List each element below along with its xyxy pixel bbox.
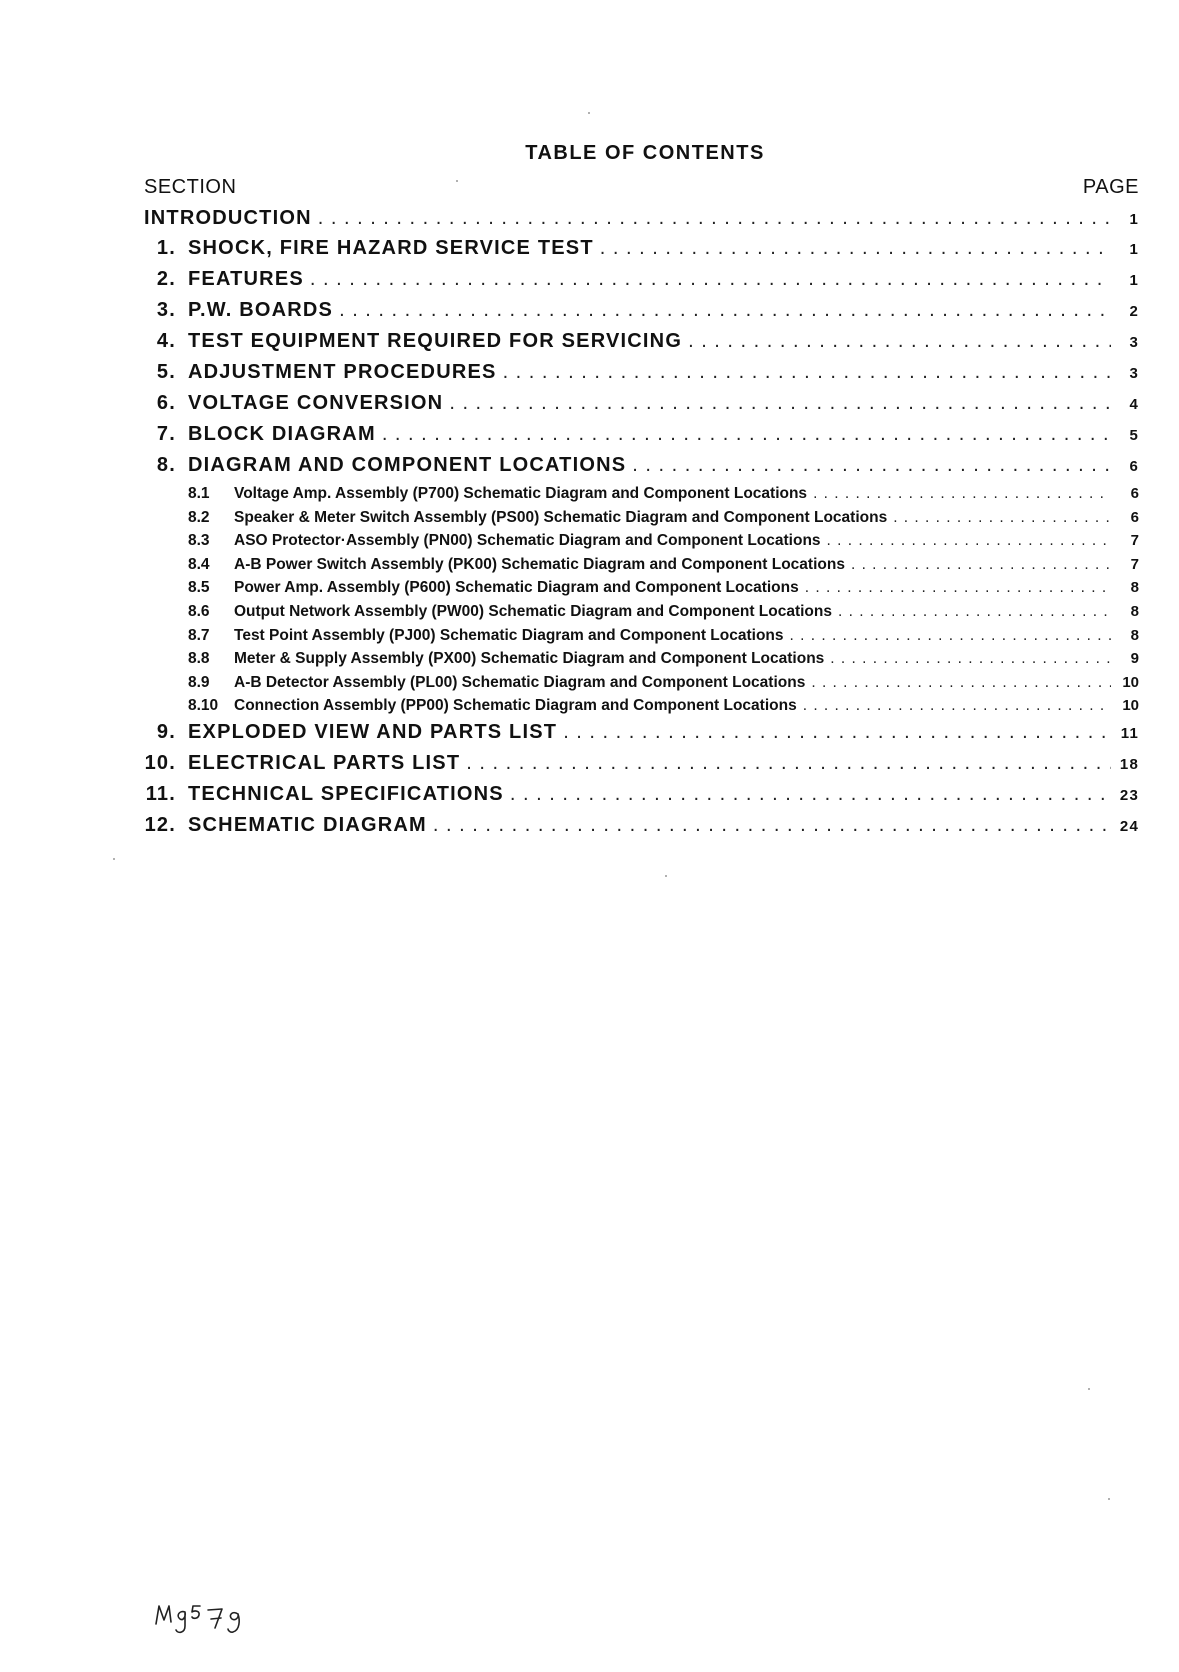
toc-entry — [144, 783, 1139, 814]
toc-entry-label: ELECTRICAL PARTS LIST — [188, 751, 461, 774]
toc-entry — [144, 392, 1139, 423]
scan-speck — [588, 112, 590, 114]
scan-speck — [1108, 1498, 1110, 1500]
toc-entry-label: BLOCK DIAGRAM — [188, 423, 376, 445]
toc-entry-page: 6 — [1129, 458, 1139, 475]
toc-subentry-number: 8.3 — [188, 532, 210, 550]
toc-subentry-page: 7 — [1130, 532, 1139, 550]
toc-entry-label: INTRODUCTION — [144, 207, 312, 229]
toc-subentry-page: 6 — [1130, 485, 1139, 502]
dot-leader — [382, 423, 1111, 446]
toc-subentry-label: A-B Power Switch Assembly (PK00) Schematic Diagram and Component Locations — [234, 555, 845, 573]
toc-entry-label: VOLTAGE CONVERSION — [188, 392, 444, 414]
toc-entry — [144, 454, 1139, 485]
scan-speck — [1088, 1388, 1090, 1390]
toc-entry-page: 1 — [1129, 241, 1139, 258]
page-column-header: PAGE — [1082, 176, 1139, 198]
toc-subentry-label: A-B Detector Assembly (PL00) Schematic Diagram and Component Locations — [234, 673, 806, 691]
dot-leader — [827, 532, 1111, 550]
toc-entry-introduction — [144, 207, 1139, 237]
dot-leader — [803, 697, 1111, 715]
dot-leader — [510, 783, 1111, 806]
toc-subentry-page: 8 — [1130, 626, 1139, 644]
toc-subentry-number: 8.5 — [188, 579, 210, 597]
toc-entry-page: 23 — [1119, 786, 1139, 804]
toc-subentry-label: Power Amp. Assembly (P600) Schematic Diagram and Component Locations — [234, 579, 799, 597]
dot-leader — [811, 674, 1111, 692]
toc-entry-number: 8. — [156, 454, 176, 476]
toc-entry-page: 18 — [1119, 755, 1139, 773]
toc-entry-page: 2 — [1129, 303, 1139, 320]
toc-entry-number: 9. — [156, 720, 176, 743]
toc-entry-number: 2. — [156, 268, 176, 290]
toc-column-headers — [144, 176, 1139, 199]
toc-subentry-page: 7 — [1130, 555, 1139, 573]
toc-entry-page: 3 — [1129, 334, 1139, 351]
dot-leader — [632, 454, 1111, 477]
toc-subentry — [144, 485, 1139, 509]
toc-subentry-label: Voltage Amp. Assembly (P700) Schematic Diagram and Component Locations — [234, 485, 808, 502]
toc-entry-label: P.W. BOARDS — [188, 299, 334, 321]
toc-entry-page: 24 — [1119, 817, 1139, 835]
toc-subentry-label: Meter & Supply Assembly (PX00) Schematic Diagram and Component Locations — [234, 650, 825, 668]
toc-entry-page: 3 — [1129, 365, 1139, 382]
toc-entry-label: TECHNICAL SPECIFICATIONS — [188, 782, 504, 805]
toc-entry-number: 5. — [156, 361, 176, 383]
dot-leader — [449, 392, 1111, 415]
dot-leader — [805, 579, 1111, 597]
toc-entry-number: 10. — [144, 751, 176, 774]
toc-subentry — [144, 556, 1139, 580]
toc-subentry-page: 8 — [1130, 579, 1139, 597]
toc-entry — [144, 721, 1139, 752]
dot-leader — [503, 361, 1111, 384]
dot-leader — [838, 603, 1111, 621]
toc-entry-number: 11. — [145, 782, 176, 805]
dot-leader — [688, 330, 1111, 353]
toc-subentry-label: Speaker & Meter Switch Assembly (PS00) Schematic Diagram and Component Locations — [234, 508, 888, 526]
dot-leader — [893, 509, 1111, 527]
toc-subentry-number: 8.1 — [188, 485, 210, 502]
toc-subentry-label: Test Point Assembly (PJ00) Schematic Diagram and Component Locations — [234, 626, 784, 644]
toc-entry-label: EXPLODED VIEW AND PARTS LIST — [188, 720, 558, 743]
toc-subentry-number: 8.10 — [188, 697, 219, 715]
toc-entry-label: DIAGRAM AND COMPONENT LOCATIONS — [188, 454, 627, 476]
toc-subentry — [144, 650, 1139, 674]
toc-subentry — [144, 532, 1139, 556]
toc-entry-label: FEATURES — [188, 268, 304, 290]
toc-entry-number: 1. — [156, 237, 176, 259]
toc-subentry — [144, 579, 1139, 603]
toc-entry-page: 1 — [1129, 211, 1139, 228]
toc-entry-number: 4. — [156, 330, 176, 352]
toc-entry-label: ADJUSTMENT PROCEDURES — [188, 361, 497, 383]
toc-entry-number: 3. — [156, 299, 176, 321]
toc-subentry-number: 8.6 — [188, 602, 210, 620]
toc-subentry — [144, 603, 1139, 627]
dot-leader — [563, 721, 1111, 744]
page-title: TABLE OF CONTENTS — [525, 142, 765, 164]
toc-entry-label: SCHEMATIC DIAGRAM — [188, 813, 427, 836]
toc-subentry — [144, 674, 1139, 698]
toc-entry — [144, 268, 1139, 299]
toc-subentry-page: 6 — [1130, 508, 1139, 526]
toc-entry-label: TEST EQUIPMENT REQUIRED FOR SERVICING — [188, 330, 683, 352]
dot-leader — [813, 485, 1111, 503]
scan-speck — [113, 858, 115, 860]
toc-subentry-number: 8.7 — [188, 626, 210, 644]
toc-subentry-label: Connection Assembly (PP00) Schematic Diagram and Component Locations — [234, 697, 797, 715]
dot-leader — [790, 627, 1111, 645]
toc-entry-number: 12. — [144, 813, 176, 836]
toc-entry — [144, 330, 1139, 361]
toc-entry — [144, 361, 1139, 392]
toc-subentry-number: 8.2 — [188, 508, 210, 526]
toc-entry — [144, 423, 1139, 454]
dot-leader — [466, 752, 1111, 775]
scan-speck — [665, 875, 667, 877]
section-column-header: SECTION — [144, 176, 237, 198]
toc-subentry-number: 8.4 — [188, 555, 210, 573]
toc-entry-number: 6. — [156, 392, 176, 414]
toc-entry — [144, 237, 1139, 268]
toc-subentry-number: 8.8 — [188, 650, 210, 668]
toc-subentry — [144, 627, 1139, 651]
toc-entry-page: 4 — [1129, 396, 1139, 413]
toc-subentry — [144, 697, 1139, 721]
toc-subentry-label: Output Network Assembly (PW00) Schematic Diagram and Component Locations — [234, 602, 832, 620]
toc-subentry-page: 9 — [1130, 650, 1139, 668]
dot-leader — [830, 650, 1111, 668]
dot-leader — [318, 207, 1111, 230]
toc-entry — [144, 814, 1139, 845]
toc-entry-page: 11 — [1120, 724, 1139, 742]
dot-leader — [600, 237, 1111, 260]
toc-entry-label: SHOCK, FIRE HAZARD SERVICE TEST — [188, 237, 594, 259]
handwritten-note — [152, 1600, 262, 1640]
dot-leader — [310, 268, 1111, 291]
toc-entry-page: 1 — [1129, 272, 1139, 289]
toc-entry — [144, 299, 1139, 330]
dot-leader — [433, 814, 1111, 837]
toc-subentry-label: ASO Protector·Assembly (PN00) Schematic Diagram and Component Locations — [234, 532, 821, 550]
toc-subentry-page: 8 — [1130, 602, 1139, 620]
toc-subentry — [144, 509, 1139, 533]
toc-entry — [144, 752, 1139, 783]
toc-entry-number: 7. — [156, 423, 176, 445]
toc-subentry-page: 10 — [1122, 673, 1139, 691]
toc-subentry-page: 10 — [1122, 697, 1139, 715]
toc-list — [144, 207, 1139, 845]
dot-leader — [339, 299, 1111, 322]
toc-entry-page: 5 — [1129, 427, 1139, 444]
scan-speck — [456, 180, 458, 182]
dot-leader — [851, 556, 1111, 574]
toc-subentry-number: 8.9 — [188, 673, 210, 691]
